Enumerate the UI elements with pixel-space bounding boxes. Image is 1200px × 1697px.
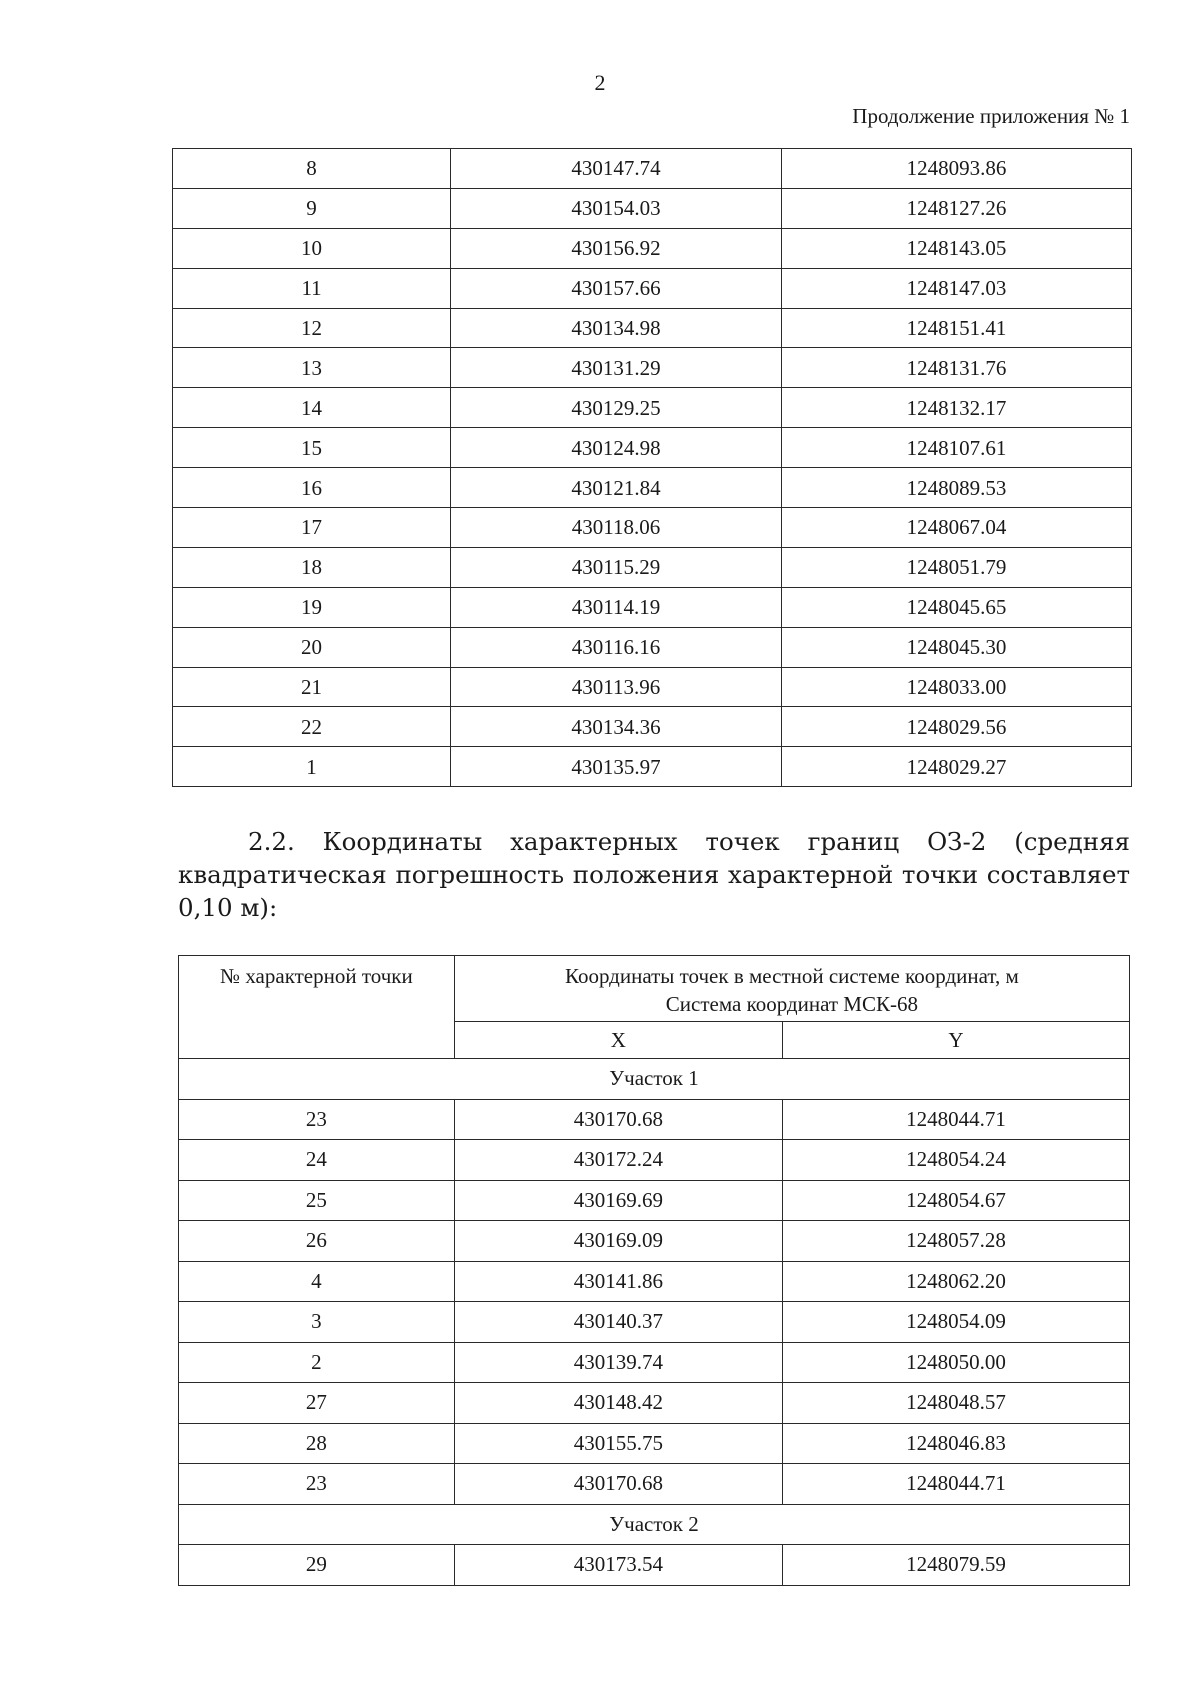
x-coordinate-cell: 430173.54 <box>454 1545 782 1586</box>
x-coordinate-cell: 430124.98 <box>451 428 782 468</box>
y-coordinate-cell: 1248046.83 <box>782 1423 1129 1464</box>
point-number-cell: 8 <box>173 149 451 189</box>
table-row <box>179 1464 1130 1505</box>
point-number-cell: 18 <box>173 547 451 587</box>
point-number-cell: 19 <box>173 587 451 627</box>
table-row <box>173 428 1132 468</box>
table-row <box>179 1383 1130 1424</box>
point-number-cell: 13 <box>173 348 451 388</box>
x-coordinate-cell: 430156.92 <box>451 228 782 268</box>
point-number-cell: 21 <box>173 667 451 707</box>
y-coordinate-cell: 1248048.57 <box>782 1383 1129 1424</box>
table-row <box>179 1342 1130 1383</box>
table-row <box>179 1545 1130 1586</box>
page-number: 2 <box>594 70 606 95</box>
point-number-cell: 28 <box>179 1423 455 1464</box>
y-coordinate-cell: 1248054.24 <box>782 1140 1129 1181</box>
section-label-2: Участок 2 <box>179 1504 1130 1545</box>
table-row <box>173 667 1132 707</box>
x-coordinate-cell: 430170.68 <box>454 1464 782 1505</box>
x-coordinate-cell: 430170.68 <box>454 1099 782 1140</box>
x-coordinate-cell: 430172.24 <box>454 1140 782 1181</box>
section-paragraph: 2.2. Координаты характерных точек границ ОЗ-2 (средняя квадратическая погрешность положения характерной точки составляет 0,10 м): <box>178 827 1130 922</box>
point-number-cell: 29 <box>179 1545 455 1586</box>
table-row <box>179 1099 1130 1140</box>
coordinates-table-continued <box>172 148 1132 787</box>
table-row <box>173 468 1132 508</box>
x-coordinate-cell: 430114.19 <box>451 587 782 627</box>
table-row <box>179 1302 1130 1343</box>
table-row <box>173 388 1132 428</box>
point-number-cell: 4 <box>179 1261 455 1302</box>
header-y: Y <box>782 1022 1129 1059</box>
y-coordinate-cell: 1248045.30 <box>781 627 1131 667</box>
y-coordinate-cell: 1248151.41 <box>781 308 1131 348</box>
point-number-cell: 20 <box>173 627 451 667</box>
x-coordinate-cell: 430135.97 <box>451 747 782 787</box>
header-coordinates-line1: Координаты точек в местной системе координат, м <box>564 964 1019 988</box>
y-coordinate-cell: 1248143.05 <box>781 228 1131 268</box>
x-coordinate-cell: 430169.09 <box>454 1221 782 1262</box>
x-coordinate-cell: 430131.29 <box>451 348 782 388</box>
y-coordinate-cell: 1248054.09 <box>782 1302 1129 1343</box>
point-number-cell: 11 <box>173 268 451 308</box>
x-coordinate-cell: 430129.25 <box>451 388 782 428</box>
x-coordinate-cell: 430155.75 <box>454 1423 782 1464</box>
header-x: X <box>454 1022 782 1059</box>
y-coordinate-cell: 1248062.20 <box>782 1261 1129 1302</box>
table-row <box>173 627 1132 667</box>
x-coordinate-cell: 430115.29 <box>451 547 782 587</box>
x-coordinate-cell: 430157.66 <box>451 268 782 308</box>
x-coordinate-cell: 430169.69 <box>454 1180 782 1221</box>
header-point-number: № характерной точки <box>179 956 455 1059</box>
y-coordinate-cell: 1248044.71 <box>782 1464 1129 1505</box>
table-row <box>179 1140 1130 1181</box>
point-number-cell: 25 <box>179 1180 455 1221</box>
section-row <box>179 1504 1130 1545</box>
point-number-cell: 27 <box>179 1383 455 1424</box>
y-coordinate-cell: 1248050.00 <box>782 1342 1129 1383</box>
table-row <box>179 1261 1130 1302</box>
y-coordinate-cell: 1248029.56 <box>781 707 1131 747</box>
header-coordinates-line2: Система координат МСК-68 <box>665 992 918 1016</box>
x-coordinate-cell: 430121.84 <box>451 468 782 508</box>
x-coordinate-cell: 430141.86 <box>454 1261 782 1302</box>
y-coordinate-cell: 1248057.28 <box>782 1221 1129 1262</box>
y-coordinate-cell: 1248127.26 <box>781 188 1131 228</box>
y-coordinate-cell: 1248093.86 <box>781 149 1131 189</box>
x-coordinate-cell: 430134.98 <box>451 308 782 348</box>
table-row <box>173 188 1132 228</box>
x-coordinate-cell: 430147.74 <box>451 149 782 189</box>
y-coordinate-cell: 1248044.71 <box>782 1099 1129 1140</box>
point-number-cell: 3 <box>179 1302 455 1343</box>
table-row <box>173 228 1132 268</box>
table-row <box>173 707 1132 747</box>
point-number-cell: 16 <box>173 468 451 508</box>
coordinates-table-oz2 <box>178 955 1130 1586</box>
point-number-cell: 26 <box>179 1221 455 1262</box>
table-row <box>173 587 1132 627</box>
y-coordinate-cell: 1248089.53 <box>781 468 1131 508</box>
point-number-cell: 23 <box>179 1464 455 1505</box>
x-coordinate-cell: 430134.36 <box>451 707 782 747</box>
point-number-cell: 17 <box>173 508 451 548</box>
point-number-cell: 2 <box>179 1342 455 1383</box>
point-number-cell: 1 <box>173 747 451 787</box>
x-coordinate-cell: 430154.03 <box>451 188 782 228</box>
x-coordinate-cell: 430139.74 <box>454 1342 782 1383</box>
y-coordinate-cell: 1248079.59 <box>782 1545 1129 1586</box>
point-number-cell: 10 <box>173 228 451 268</box>
table-row <box>173 149 1132 189</box>
table-row <box>179 1221 1130 1262</box>
table-row <box>173 308 1132 348</box>
x-coordinate-cell: 430118.06 <box>451 508 782 548</box>
y-coordinate-cell: 1248131.76 <box>781 348 1131 388</box>
table-row <box>179 1423 1130 1464</box>
y-coordinate-cell: 1248147.03 <box>781 268 1131 308</box>
y-coordinate-cell: 1248067.04 <box>781 508 1131 548</box>
x-coordinate-cell: 430116.16 <box>451 627 782 667</box>
point-number-cell: 22 <box>173 707 451 747</box>
y-coordinate-cell: 1248029.27 <box>781 747 1131 787</box>
point-number-cell: 14 <box>173 388 451 428</box>
y-coordinate-cell: 1248033.00 <box>781 667 1131 707</box>
point-number-cell: 23 <box>179 1099 455 1140</box>
header-coordinates <box>454 956 1129 1022</box>
y-coordinate-cell: 1248051.79 <box>781 547 1131 587</box>
x-coordinate-cell: 430148.42 <box>454 1383 782 1424</box>
point-number-cell: 24 <box>179 1140 455 1181</box>
x-coordinate-cell: 430113.96 <box>451 667 782 707</box>
table-row <box>173 547 1132 587</box>
x-coordinate-cell: 430140.37 <box>454 1302 782 1343</box>
y-coordinate-cell: 1248132.17 <box>781 388 1131 428</box>
y-coordinate-cell: 1248054.67 <box>782 1180 1129 1221</box>
y-coordinate-cell: 1248045.65 <box>781 587 1131 627</box>
point-number-cell: 12 <box>173 308 451 348</box>
section-label-1: Участок 1 <box>179 1059 1130 1100</box>
table-row <box>173 747 1132 787</box>
section-row <box>179 1059 1130 1100</box>
y-coordinate-cell: 1248107.61 <box>781 428 1131 468</box>
continuation-label: Продолжение приложения № 1 <box>852 104 1130 128</box>
point-number-cell: 9 <box>173 188 451 228</box>
table-row <box>173 268 1132 308</box>
point-number-cell: 15 <box>173 428 451 468</box>
table-row <box>173 348 1132 388</box>
table-row <box>179 1180 1130 1221</box>
table-row <box>173 508 1132 548</box>
